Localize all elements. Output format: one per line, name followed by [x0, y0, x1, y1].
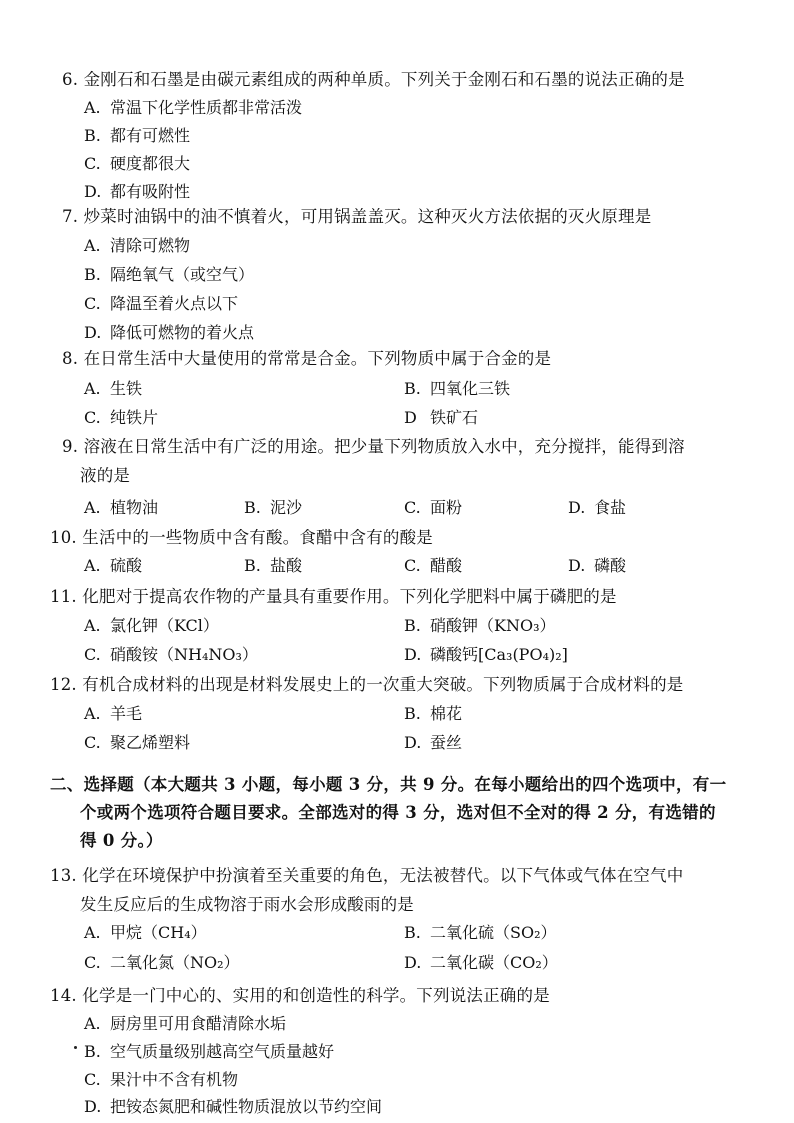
- question-stem: [50, 671, 684, 695]
- option-text: 二氧化硫（SO₂）: [430, 923, 557, 942]
- option-text: 空气质量级别越高空气质量越好: [110, 1042, 335, 1061]
- option-text: 泥沙: [270, 498, 303, 517]
- option-d: [404, 730, 462, 753]
- option-a: [84, 1011, 286, 1034]
- option-b: [84, 123, 190, 146]
- question-number: 9.: [62, 437, 79, 456]
- option-label: A.: [84, 704, 101, 723]
- option-label: B.: [404, 616, 421, 635]
- option-text: 面粉: [430, 498, 463, 517]
- option-text: 植物油: [110, 498, 159, 517]
- option-label: B.: [244, 556, 261, 575]
- question-stem-continued: 液的是: [80, 466, 131, 485]
- option-c: [84, 642, 258, 665]
- question-number: 7.: [62, 207, 79, 226]
- option-c: [404, 553, 462, 576]
- option-label: B.: [84, 1042, 101, 1061]
- option-b: [244, 495, 302, 518]
- option-d: [568, 553, 626, 576]
- question-number: 12.: [50, 675, 77, 694]
- option-text: 甲烷（CH₄）: [110, 923, 207, 942]
- option-text: 果汁中不含有机物: [110, 1070, 239, 1089]
- option-d: [404, 950, 558, 973]
- option-text: 棉花: [430, 704, 463, 723]
- question-text: 炒菜时油锅中的油不慎着火，可用锅盖盖灭。这种灭火方法依据的灭火原理是: [83, 207, 652, 226]
- option-text: 聚乙烯塑料: [110, 733, 191, 752]
- option-c: [84, 730, 190, 753]
- option-text: 醋酸: [430, 556, 463, 575]
- option-label: A.: [84, 1014, 101, 1033]
- option-label: A.: [84, 498, 101, 517]
- question-stem: [50, 583, 617, 607]
- option-text: 都有可燃性: [110, 126, 191, 145]
- option-text: 硬度都很大: [110, 154, 191, 173]
- question-text: 生活中的一些物质中含有酸。食醋中含有的酸是: [82, 528, 433, 547]
- option-label: D.: [568, 556, 586, 575]
- option-text: 隔绝氧气（或空气）: [110, 265, 255, 284]
- option-text: 盐酸: [270, 556, 303, 575]
- option-text: 都有吸附性: [110, 182, 191, 201]
- option-a: [84, 233, 190, 256]
- option-a: [84, 920, 207, 943]
- option-label: A.: [84, 556, 101, 575]
- question-number: 6.: [62, 70, 79, 89]
- option-b: [404, 920, 557, 943]
- option-label: C.: [84, 1070, 101, 1089]
- question-stem: [50, 862, 684, 886]
- option-label: C.: [84, 733, 101, 752]
- option-text: 把铵态氮肥和碱性物质混放以节约空间: [110, 1097, 383, 1116]
- option-text: 蚕丝: [430, 733, 463, 752]
- question-stem: [62, 203, 651, 227]
- section-line: 得 0 分。）: [80, 831, 163, 850]
- option-label: D: [404, 408, 417, 427]
- option-text: 生铁: [110, 379, 143, 398]
- option-label: A.: [84, 923, 101, 942]
- question-stem: [62, 66, 685, 90]
- option-label: C.: [404, 498, 421, 517]
- option-label: D.: [84, 1097, 102, 1116]
- question-text: 在日常生活中大量使用的常常是合金。下列物质中属于合金的是: [83, 349, 552, 368]
- option-d: [404, 405, 478, 428]
- scan-speck: [74, 1046, 77, 1049]
- question-stem: [50, 524, 433, 548]
- question-number: 8.: [62, 349, 79, 368]
- option-label: A.: [84, 236, 101, 255]
- option-label: C.: [84, 154, 101, 173]
- option-a: [84, 701, 142, 724]
- option-text: 铁矿石: [430, 408, 479, 427]
- option-label: D.: [404, 953, 422, 972]
- option-text: 常温下化学性质都非常活泼: [110, 98, 303, 117]
- question-number: 11.: [50, 587, 77, 606]
- option-a: [84, 95, 302, 118]
- option-label: C.: [404, 556, 421, 575]
- section-line: 二、选择题（本大题共 3 小题，每小题 3 分，共 9 分。在每小题给出的四个选项中，有一: [50, 775, 727, 794]
- option-text: 磷酸: [594, 556, 627, 575]
- option-c: [84, 1067, 238, 1090]
- option-a: [84, 553, 142, 576]
- option-b: [404, 613, 556, 636]
- option-label: D.: [404, 645, 422, 664]
- option-d: [404, 642, 568, 665]
- option-text: 二氧化碳（CO₂）: [430, 953, 558, 972]
- option-text: 羊毛: [110, 704, 143, 723]
- option-text: 硝酸钾（KNO₃）: [430, 616, 556, 635]
- option-label: B.: [244, 498, 261, 517]
- option-b: [404, 701, 462, 724]
- question-stem: [50, 982, 550, 1006]
- question-text: 溶液在日常生活中有广泛的用途。把少量下列物质放入水中，充分搅拌，能得到溶: [83, 437, 685, 456]
- option-b: [244, 553, 302, 576]
- option-text: 二氧化氮（NO₂）: [110, 953, 240, 972]
- option-label: C.: [84, 408, 101, 427]
- option-label: A.: [84, 616, 101, 635]
- option-c: [84, 151, 190, 174]
- option-text: 降温至着火点以下: [110, 294, 239, 313]
- question-number: 14.: [50, 986, 77, 1005]
- question-text: 化肥对于提高农作物的产量具有重要作用。下列化学肥料中属于磷肥的是: [82, 587, 617, 606]
- option-label: A.: [84, 98, 101, 117]
- option-text: 硝酸铵（NH₄NO₃）: [110, 645, 258, 664]
- question-text: 化学在环境保护中扮演着至关重要的角色，无法被替代。以下气体或气体在空气中: [82, 866, 684, 885]
- question-text: 化学是一门中心的、实用的和创造性的科学。下列说法正确的是: [82, 986, 550, 1005]
- option-label: A.: [84, 379, 101, 398]
- option-label: B.: [404, 704, 421, 723]
- option-label: B.: [404, 379, 421, 398]
- option-d: [84, 320, 254, 343]
- option-text: 纯铁片: [110, 408, 159, 427]
- question-text: 有机合成材料的出现是材料发展史上的一次重大突破。下列物质属于合成材料的是: [82, 675, 684, 694]
- option-text: 硫酸: [110, 556, 143, 575]
- question-number: 10.: [50, 528, 77, 547]
- option-c: [84, 950, 240, 973]
- option-label: C.: [84, 294, 101, 313]
- option-label: D.: [404, 733, 422, 752]
- question-text: 金刚石和石墨是由碳元素组成的两种单质。下列关于金刚石和石墨的说法正确的是: [83, 70, 685, 89]
- option-label: C.: [84, 953, 101, 972]
- option-text: 厨房里可用食醋清除水垢: [110, 1014, 287, 1033]
- question-stem-continued: 发生反应后的生成物溶于雨水会形成酸雨的是: [80, 895, 414, 914]
- option-a: [84, 495, 158, 518]
- option-text: 清除可燃物: [110, 236, 191, 255]
- option-b: [404, 376, 510, 399]
- question-stem: [62, 433, 685, 457]
- option-d: [84, 1094, 382, 1117]
- option-c: [404, 495, 462, 518]
- option-label: B.: [404, 923, 421, 942]
- option-label: D.: [84, 323, 102, 342]
- option-label: B.: [84, 265, 101, 284]
- section-line: 个或两个选项符合题目要求。全部选对的得 3 分，选对但不全对的得 2 分，有选错的: [80, 803, 716, 822]
- option-text: 氯化钾（KCl）: [110, 616, 219, 635]
- option-label: B.: [84, 126, 101, 145]
- option-text: 四氧化三铁: [430, 379, 511, 398]
- option-label: D.: [568, 498, 586, 517]
- option-text: 降低可燃物的着火点: [110, 323, 255, 342]
- option-a: [84, 613, 219, 636]
- option-a: [84, 376, 142, 399]
- option-b: [84, 1039, 334, 1062]
- option-d: [568, 495, 626, 518]
- option-text: 食盐: [594, 498, 627, 517]
- option-c: [84, 291, 238, 314]
- option-text: 磷酸钙[Ca₃(PO₄)₂]: [430, 645, 568, 664]
- option-c: [84, 405, 158, 428]
- question-number: 13.: [50, 866, 77, 885]
- option-label: D.: [84, 182, 102, 201]
- option-b: [84, 262, 254, 285]
- option-d: [84, 179, 190, 202]
- question-stem: [62, 345, 551, 369]
- option-label: C.: [84, 645, 101, 664]
